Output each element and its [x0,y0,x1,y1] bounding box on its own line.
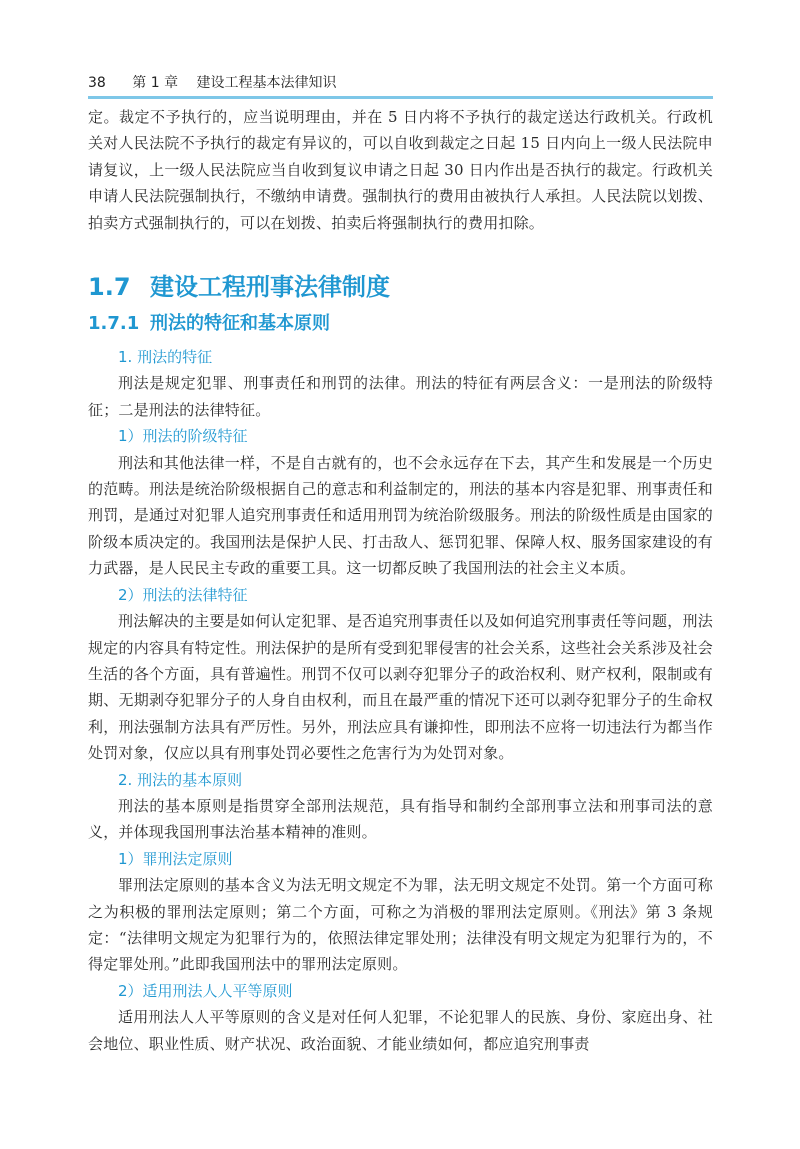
section-heading [88,270,713,304]
intro-paragraph: 定。裁定不予执行的，应当说明理由，并在 5 日内将不予执行的裁定送达行政机关。行政机关对人民法院不予执行的裁定有异议的，可以自收到裁定之日起 15 日内向上一级人民法院申请复议，上一级人民法院应当自收到复议申请之日起 30 日内作出是否执行的裁定。行政机关申请人民法院强制执行，不缴纳申请费。强制执行的费用由被执行人承担。人民法院以划拨、拍卖方式强制执行的，可以在划拨、拍卖后将强制执行的费用扣除。 [88,108,713,232]
section-number: 1.7 [88,273,131,302]
paragraph-equality-principle: 适用刑法人人平等原则的含义是对任何人犯罪，不论犯罪人的民族、身份、家庭出身、社会地位、职业性质、财产状况、政治面貌、才能业绩如何，都应追究刑事责 [88,1008,713,1053]
paragraph-class-characteristics: 刑法和其他法律一样，不是自古就有的，也不会永远存在下去，其产生和发展是一个历史的范畴。刑法是统治阶级根据自己的意志和利益制定的，刑法的基本内容是犯罪、刑事责任和刑罚，是通过对犯罪人追究刑事责任和适用刑罚为统治阶级服务。刑法的阶级性质是由国家的阶级本质决定的。我国刑法是保护人民、打击敌人、惩罚犯罪、保障人权、服务国家建设的有力武器，是人民民主专政的重要工具。这一切都反映了我国刑法的社会主义本质。 [88,453,713,578]
page-content [88,100,713,1057]
chapter-title: 建设工程基本法律知识 [196,75,337,91]
paragraph-characteristics: 刑法是规定犯罪、刑事责任和刑罚的法律。刑法的特征有两层含义：一是刑法的阶级特征；二是刑法的法律特征。 [88,374,713,419]
header-rule [88,96,713,99]
subsection-title: 刑法的特征和基本原则 [150,313,330,335]
heading-equality-principle: 2）适用刑法人人平等原则 [118,981,293,1000]
chapter-label: 第 1 章 [132,75,179,91]
heading-legal-characteristics: 2）刑法的法律特征 [118,585,248,604]
section-title: 建设工程刑事法律制度 [150,273,390,302]
subsection-number: 1.7.1 [88,313,140,335]
paragraph-legality-principle: 罪刑法定原则的基本含义为法无明文规定不为罪，法无明文规定不处罚。第一个方面可称之为积极的罪刑法定原则；第二个方面，可称之为消极的罪刑法定原则。《刑法》第 3 条规定：“法律明文规定为犯罪行为的，依照法律定罪处刑；法律没有明文规定为犯罪行为的，不得定罪处刑。”此即我国刑法中的罪刑法定原则。 [88,876,713,974]
heading-legality-principle: 1）罪刑法定原则 [118,849,233,868]
paragraph-basic-principles: 刑法的基本原则是指贯穿全部刑法规范，具有指导和制约全部刑事立法和刑事司法的意义，并体现我国刑事法治基本精神的准则。 [88,796,713,842]
heading-criminal-law-characteristics: 1. 刑法的特征 [118,348,213,367]
paragraph-legal-characteristics: 刑法解决的主要是如何认定犯罪、是否追究刑事责任以及如何追究刑事责任等问题，刑法规定的内容具有特定性。刑法保护的是所有受到犯罪侵害的社会关系，这些社会关系涉及社会生活的各个方面，具有普遍性。刑罚不仅可以剥夺犯罪分子的政治权利、财产权利，限制或有期、无期剥夺犯罪分子的人身自由权利，而且在最严重的情况下还可以剥夺犯罪分子的生命权利，刑法强制方法具有严厉性。另外，刑法应具有谦抑性，即刑法不应将一切违法行为都当作处罚对象，仅应以具有刑事处罚必要性之危害行为为处罚对象。 [88,612,713,763]
heading-basic-principles: 2. 刑法的基本原则 [118,770,243,789]
heading-class-characteristics: 1）刑法的阶级特征 [118,427,248,446]
subsection-heading [88,310,713,338]
page-number: 38 [88,75,106,91]
running-header [88,72,713,96]
